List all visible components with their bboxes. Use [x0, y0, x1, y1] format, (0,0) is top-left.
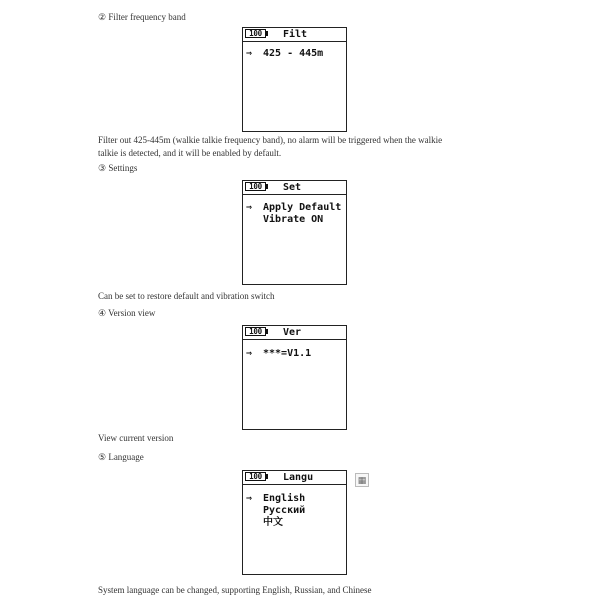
- section-description: Can be set to restore default and vibration switch: [98, 291, 275, 301]
- menu-item-label: Русский: [263, 505, 306, 516]
- menu-item-label: Vibrate ON: [263, 214, 324, 225]
- menu-item-vibrate: [246, 214, 323, 226]
- battery-nub: [266, 474, 268, 479]
- device-screen-filter: [242, 27, 347, 132]
- selection-arrow-icon: ⇒: [246, 348, 253, 359]
- menu-item-band: [246, 48, 323, 60]
- menu-item-label: 中文: [263, 517, 283, 528]
- section-description: View current version: [98, 433, 174, 443]
- section-description-line-2: talkie is detected, and it will be enabled by default.: [98, 148, 282, 158]
- device-screen-language: [242, 470, 347, 575]
- menu-item-chinese: [246, 517, 283, 529]
- selection-arrow-icon: ⇒: [246, 202, 253, 213]
- screen-title: Set: [283, 182, 302, 193]
- screen-header: [243, 28, 346, 42]
- section-heading-filter: ② Filter frequency band: [98, 12, 186, 22]
- menu-item-label: English: [263, 493, 306, 504]
- screen-title: Ver: [283, 327, 302, 338]
- menu-item-english: [246, 493, 305, 505]
- menu-item-version: [246, 348, 311, 360]
- battery-icon: 100: [245, 29, 266, 38]
- section-heading-version: ④ Version view: [98, 308, 156, 318]
- qr-code-icon[interactable]: ▦: [355, 473, 369, 487]
- screen-title: Langu: [283, 472, 314, 483]
- section-heading-settings: ③ Settings: [98, 163, 138, 173]
- menu-item-label: 425 - 445m: [263, 48, 324, 59]
- section-description: System language can be changed, supporting English, Russian, and Chinese: [98, 585, 372, 595]
- section-description-line-1: Filter out 425-445m (walkie talkie frequency band), no alarm will be triggered when the walkie: [98, 135, 443, 145]
- device-screen-version: [242, 325, 347, 430]
- menu-item-apply-default: [246, 202, 341, 214]
- battery-nub: [266, 31, 268, 36]
- selection-arrow-icon: ⇒: [246, 493, 253, 504]
- menu-item-label: Apply Default: [263, 202, 342, 213]
- battery-nub: [266, 184, 268, 189]
- menu-item-russian: [246, 505, 305, 517]
- battery-icon: 100: [245, 472, 266, 481]
- section-heading-language: ⑤ Language: [98, 452, 144, 462]
- screen-header: [243, 326, 346, 340]
- screen-header: [243, 471, 346, 485]
- menu-item-label: ***=V1.1: [263, 348, 312, 359]
- selection-arrow-icon: ⇒: [246, 48, 253, 59]
- screen-title: Filt: [283, 29, 308, 40]
- battery-icon: 100: [245, 327, 266, 336]
- screen-header: [243, 181, 346, 195]
- device-screen-settings: [242, 180, 347, 285]
- battery-nub: [266, 329, 268, 334]
- battery-icon: 100: [245, 182, 266, 191]
